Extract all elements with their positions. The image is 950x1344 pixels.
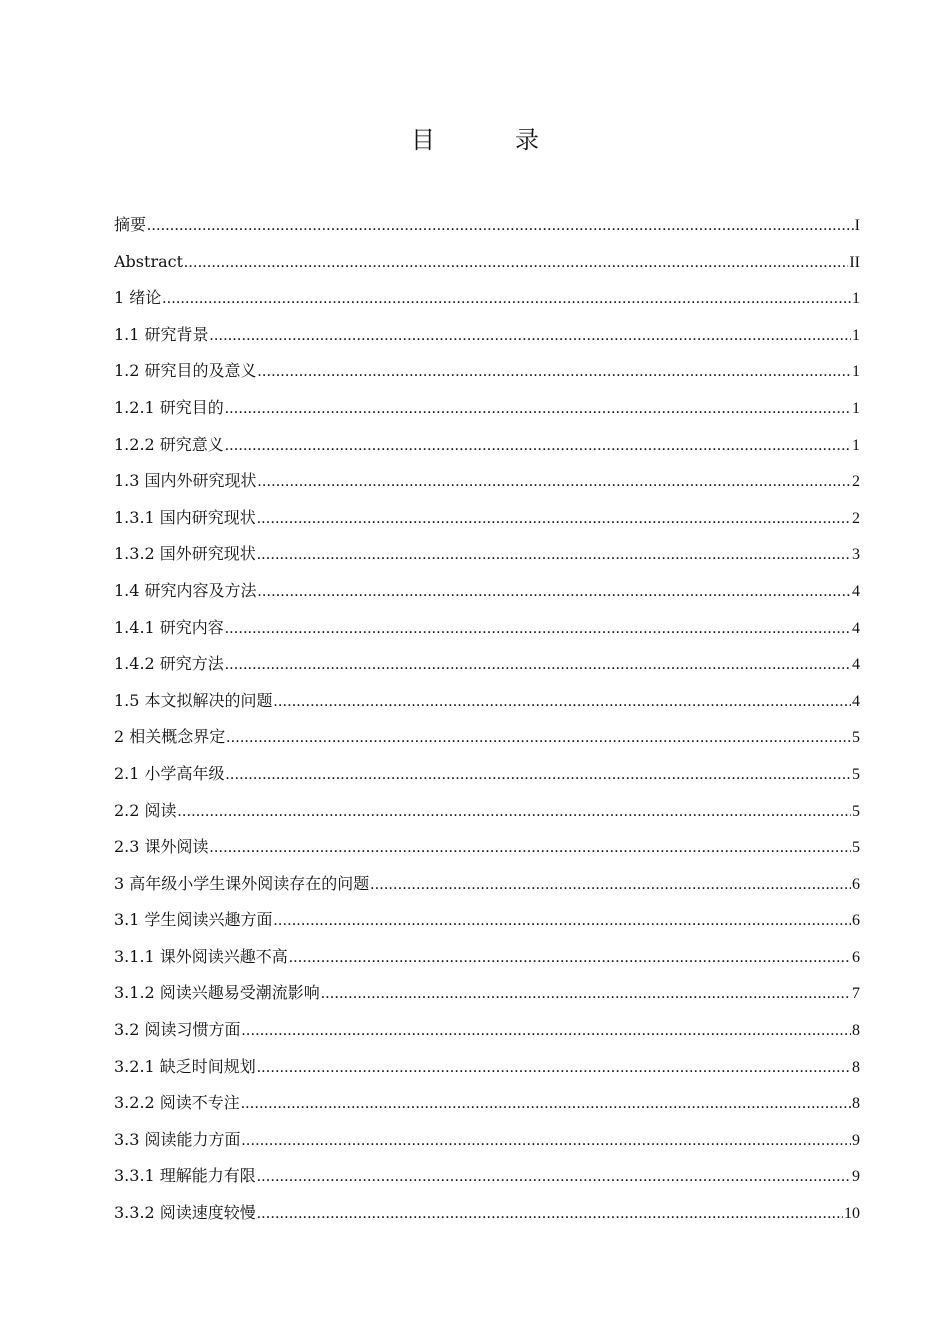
toc-entry (114, 866, 860, 903)
toc-entry-label: 1.5 本文拟解决的问题 (114, 690, 273, 710)
toc-leader-dots (257, 1050, 851, 1087)
toc-entry-page: 9 (852, 1131, 860, 1149)
toc-leader-dots (274, 684, 851, 721)
toc-entry-page: 2 (852, 473, 860, 491)
toc-entry (114, 427, 860, 464)
toc-leader-dots (241, 1086, 851, 1123)
toc-leader-dots (147, 208, 854, 245)
toc-entry-page: 4 (852, 656, 860, 674)
toc-entry-label: 3.1.2 阅读兴趣易受潮流影响 (114, 983, 320, 1003)
toc-leader-dots (321, 976, 851, 1013)
toc-entry-label: 3.1 学生阅读兴趣方面 (114, 910, 273, 930)
toc-entry (114, 353, 860, 390)
table-of-contents (114, 207, 860, 1232)
toc-entry-label: 1.4.2 研究方法 (114, 654, 224, 674)
toc-entry (114, 610, 860, 647)
toc-entry-page: 1 (852, 363, 860, 381)
toc-entry-page: II (849, 253, 860, 271)
toc-leader-dots (274, 903, 851, 940)
toc-leader-dots (225, 611, 851, 648)
toc-entry-page: 4 (852, 582, 860, 600)
toc-entry (114, 500, 860, 537)
toc-entry (114, 829, 860, 866)
toc-entry-page: 2 (852, 509, 860, 527)
toc-entry-label: 1.4.1 研究内容 (114, 617, 224, 637)
toc-entry-label: 1.2.2 研究意义 (114, 434, 224, 454)
toc-entry (114, 536, 860, 573)
toc-entry-page: 1 (852, 399, 860, 417)
toc-entry-label: 1 绪论 (114, 288, 162, 308)
toc-leader-dots (242, 1013, 851, 1050)
toc-entry-page: 5 (852, 765, 860, 783)
toc-leader-dots (210, 318, 851, 355)
toc-leader-dots (258, 354, 851, 391)
toc-entry (114, 244, 860, 281)
toc-entry-label: 摘要 (114, 215, 147, 234)
toc-entry-label: 3.3.1 理解能力有限 (114, 1166, 256, 1186)
toc-entry (114, 939, 860, 976)
toc-entry-page: 1 (852, 290, 860, 308)
toc-entry-label: 3.3.2 阅读速度较慢 (114, 1203, 256, 1223)
toc-entry (114, 902, 860, 939)
toc-entry-label: 3.2 阅读习惯方面 (114, 1020, 241, 1040)
toc-entry-page: 9 (852, 1168, 860, 1186)
toc-entry (114, 756, 860, 793)
toc-entry-label: 3.2.1 缺乏时间规划 (114, 1056, 256, 1076)
toc-entry-label: 1.3.2 国外研究现状 (114, 544, 256, 564)
toc-entry-page: I (854, 217, 860, 234)
toc-entry (114, 1122, 860, 1159)
toc-entry-label: 2.2 阅读 (114, 800, 177, 820)
toc-leader-dots (257, 1196, 843, 1233)
toc-entry-page: 8 (852, 1022, 860, 1040)
toc-leader-dots (289, 940, 851, 977)
toc-leader-dots (225, 391, 851, 428)
toc-entry-label: 1.3 国内外研究现状 (114, 471, 257, 491)
toc-leader-dots (257, 537, 851, 574)
toc-entry (114, 573, 860, 610)
toc-entry-page: 7 (852, 985, 860, 1003)
toc-entry-label: 1.2.1 研究目的 (114, 397, 224, 417)
toc-entry-label: 3 高年级小学生课外阅读存在的问题 (114, 873, 370, 893)
toc-entry-page: 10 (844, 1205, 860, 1223)
toc-entry-page: 6 (852, 875, 860, 893)
toc-leader-dots (258, 574, 851, 611)
toc-entry-label: Abstract (114, 251, 184, 271)
toc-entry-label: 2.3 课外阅读 (114, 837, 209, 857)
toc-entry (114, 207, 860, 244)
toc-entry-page: 6 (852, 948, 860, 966)
toc-entry (114, 1195, 860, 1232)
toc-entry (114, 793, 860, 830)
toc-entry (114, 317, 860, 354)
toc-entry-page: 4 (852, 692, 860, 710)
toc-leader-dots (370, 867, 851, 904)
toc-entry (114, 463, 860, 500)
toc-leader-dots (257, 501, 851, 538)
toc-entry-label: 3.3 阅读能力方面 (114, 1129, 241, 1149)
toc-entry-label: 3.1.1 课外阅读兴趣不高 (114, 946, 288, 966)
toc-entry-page: 5 (852, 729, 860, 747)
page-title: 目 录 (411, 126, 567, 154)
toc-leader-dots (226, 720, 851, 757)
toc-entry (114, 1049, 860, 1086)
toc-entry-page: 1 (852, 436, 860, 454)
toc-leader-dots (184, 245, 848, 282)
toc-entry-page: 3 (852, 546, 860, 564)
toc-leader-dots (210, 830, 851, 867)
toc-entry (114, 1012, 860, 1049)
toc-entry (114, 975, 860, 1012)
toc-entry-page: 5 (852, 839, 860, 857)
toc-leader-dots (258, 464, 851, 501)
toc-entry (114, 280, 860, 317)
toc-leader-dots (226, 757, 851, 794)
toc-entry-page: 8 (852, 1095, 860, 1113)
toc-entry-label: 1.3.1 国内研究现状 (114, 507, 256, 527)
toc-entry (114, 683, 860, 720)
toc-entry (114, 1085, 860, 1122)
toc-entry (114, 1158, 860, 1195)
toc-entry-page: 8 (852, 1058, 860, 1076)
toc-entry-label: 1.4 研究内容及方法 (114, 580, 257, 600)
toc-entry (114, 719, 860, 756)
toc-leader-dots (162, 281, 851, 318)
toc-entry (114, 390, 860, 427)
toc-entry-page: 4 (852, 619, 860, 637)
toc-entry-page: 1 (852, 326, 860, 344)
toc-entry-label: 2.1 小学高年级 (114, 763, 225, 783)
toc-entry-page: 5 (852, 802, 860, 820)
toc-entry-label: 2 相关概念界定 (114, 727, 226, 747)
toc-leader-dots (242, 1123, 851, 1160)
toc-leader-dots (257, 1159, 851, 1196)
toc-entry-page: 6 (852, 912, 860, 930)
toc-entry-label: 1.2 研究目的及意义 (114, 361, 257, 381)
toc-entry-label: 1.1 研究背景 (114, 324, 209, 344)
toc-leader-dots (178, 794, 851, 831)
toc-entry-label: 3.2.2 阅读不专注 (114, 1093, 240, 1113)
toc-entry (114, 646, 860, 683)
toc-leader-dots (225, 647, 851, 684)
toc-leader-dots (225, 428, 851, 465)
